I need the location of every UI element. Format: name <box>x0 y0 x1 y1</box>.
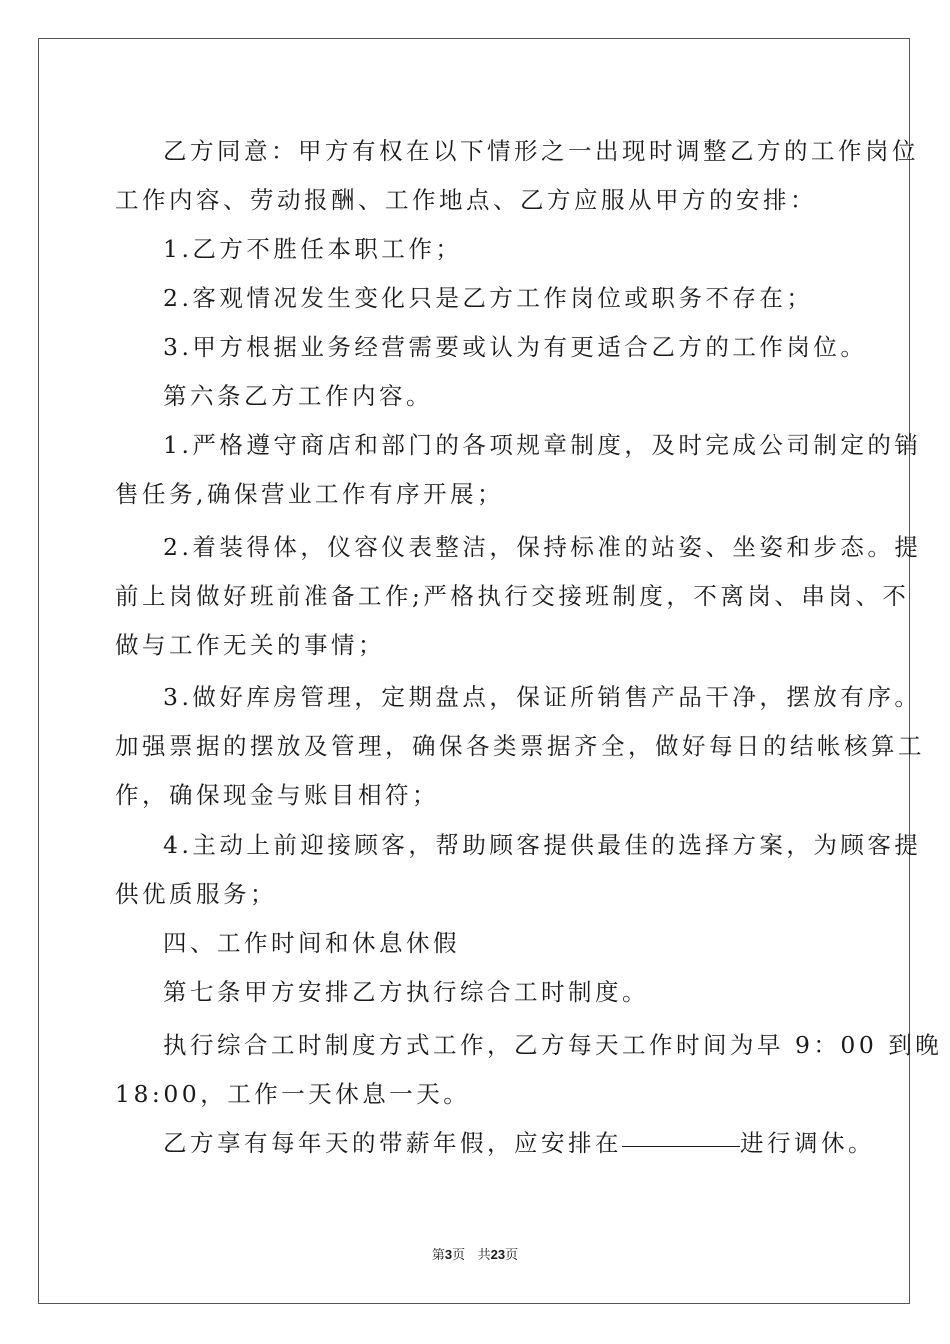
section-heading-article-6 <box>115 372 835 421</box>
leave-text-before: 乙方享有每年天的带薪年假，应安排在 <box>163 1129 622 1157</box>
text-line: 18:00，工作一天休息一天。 <box>115 1080 471 1108</box>
text-line: 1.乙方不胜任本职工作； <box>163 235 463 263</box>
paragraph-duty-1 <box>115 421 922 519</box>
text-line: 供优质服务； <box>115 880 277 908</box>
section-heading-article-7 <box>115 968 835 1017</box>
text-line: 第六条乙方工作内容。 <box>163 382 433 410</box>
section-heading-work-hours <box>115 919 835 968</box>
text-line: 乙方同意：甲方有权在以下情形之一出现时调整乙方的工作岗位 <box>163 137 919 165</box>
footer-total-suffix: 页 <box>505 1248 519 1263</box>
text-line: 工作内容、劳动报酬、工作地点、乙方应服从甲方的安排： <box>115 186 817 214</box>
text-line: 执行综合工时制度方式工作，乙方每天工作时间为早 9：00 到晚 <box>163 1031 943 1059</box>
text-line: 第七条甲方安排乙方执行综合工时制度。 <box>163 978 649 1006</box>
paragraph-duty-4 <box>115 821 922 919</box>
leave-text-after: 进行调休。 <box>740 1129 875 1157</box>
text-line: 1.严格遵守商店和部门的各项规章制度，及时完成公司制定的销 <box>163 431 922 459</box>
paragraph-schedule <box>115 1021 943 1119</box>
text-line: 四、工作时间和休息休假 <box>163 929 460 957</box>
footer-prefix: 第 <box>431 1248 445 1263</box>
footer-total-prefix: 共 <box>477 1248 491 1263</box>
text-line: 加强票据的摆放及管理，确保各类票据齐全，做好每日的结帐核算工 <box>115 732 925 760</box>
paragraph-duty-2 <box>115 523 922 670</box>
paragraph-item-2 <box>115 274 835 323</box>
fill-in-blank <box>622 1145 740 1147</box>
paragraph-duty-3 <box>115 673 925 820</box>
text-line: 4.主动上前迎接顾客，帮助顾客提供最佳的选择方案，为顾客提 <box>163 831 922 859</box>
page-number: 3 <box>444 1247 453 1262</box>
text-line <box>115 1119 875 1168</box>
footer-page-suffix: 页 <box>452 1248 466 1263</box>
text-line: 3.做好库房管理，定期盘点，保证所销售产品干净，摆放有序。 <box>163 683 922 711</box>
text-line: 3.甲方根据业务经营需要或认为有更适合乙方的工作岗位。 <box>163 333 868 361</box>
text-line: 做与工作无关的事情； <box>115 631 385 659</box>
page-footer <box>0 1244 950 1263</box>
paragraph-adjustment <box>115 127 919 225</box>
total-pages: 23 <box>490 1247 506 1262</box>
paragraph-item-1 <box>115 225 835 274</box>
text-line: 售任务,确保营业工作有序开展； <box>115 480 504 508</box>
text-line: 前上岗做好班前准备工作;严格执行交接班制度，不离岗、串岗、不 <box>115 582 910 610</box>
text-line: 2.着装得体，仪容仪表整洁，保持标准的站姿、坐姿和步态。提 <box>163 533 922 561</box>
text-line: 2.客观情况发生变化只是乙方工作岗位或职务不存在； <box>163 284 814 312</box>
text-line: 作，确保现金与账目相符； <box>115 781 439 809</box>
paragraph-annual-leave <box>115 1119 875 1168</box>
paragraph-item-3 <box>115 323 868 372</box>
